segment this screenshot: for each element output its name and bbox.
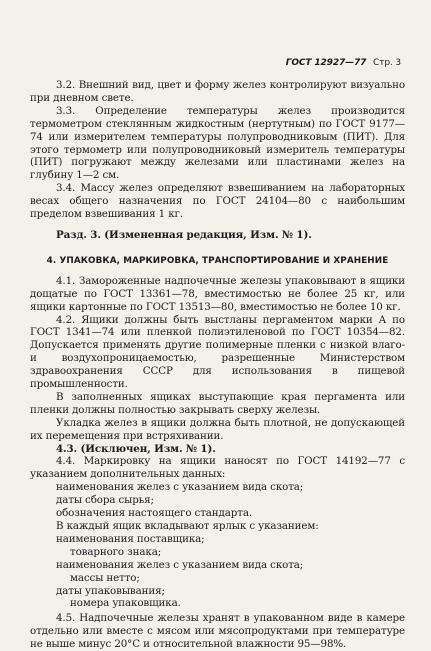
paragraph-3-4: 3.4. Массу желез определяют взвешиванием на лабораторных весах общего назначения по ГОСТ 24104—80 с наибольшим пределом взвешивания 1 кг.: [30, 182, 405, 221]
marking-list-item: обозначения настоящего стандарта.: [56, 507, 252, 520]
spacer: [30, 221, 405, 229]
label-list-item: номера упаковщика.: [70, 597, 181, 610]
label-list-item: наименования поставщика;: [56, 532, 205, 545]
label-list-item: наименования желез с указанием вида скота;: [56, 558, 304, 571]
paragraph-4-5: 4.5. Надпочечные железы хранят в упакованном виде в камере отдельно или вместе с мясом или мясопродуктами при температуре не выше минус 20°С и относительной влажности 95—98%.: [30, 612, 405, 651]
paragraph-4-4: 4.4. Маркировку на ящики наносят по ГОСТ 14192—77 с указанием дополнительных данных:: [30, 455, 405, 481]
page-header: [286, 57, 401, 70]
section-4-heading: 4. УПАКОВКА, МАРКИРОВКА, ТРАНСПОРТИРОВАНИЕ И ХРАНЕНИЕ: [46, 255, 389, 266]
label-list-item: даты упаковывания;: [56, 584, 165, 597]
page-number: Стр. 3: [373, 58, 401, 68]
standard-number: ГОСТ 12927—77: [285, 58, 367, 68]
paragraph-4-2: 4.2. Ящики должны быть выстланы пергаментом марки А по ГОСТ 1341—74 или пленкой полиэтиленовой по ГОСТ 10354—82. Допускается применять другие полимерные пленки с низкой влаго- и воздухопроницаемостью, разрешенные Министерством здравоохранения СССР для использования в пищевой промышленности.: [30, 313, 405, 391]
paragraph-4-2-edges: В заполненных ящиках выступающие края пергамента или пленки должны полностью закрывать сверху железы.: [30, 390, 405, 416]
page-content: [30, 79, 405, 651]
paragraph-4-3: 4.3. (Исключен, Изм. № 1).: [56, 442, 216, 455]
label-intro: В каждый ящик вкладывают ярлык с указанием:: [56, 520, 319, 532]
paragraph-4-2-packing: Укладка желез в ящики должна быть плотной, не допускающей их перемещения при встряхивании.: [30, 416, 405, 442]
label-list-item: массы нетто;: [70, 571, 140, 584]
label-list-item: товарного знака;: [70, 545, 162, 558]
paragraph-4-1: 4.1. Замороженные надпочечные железы упаковывают в ящики дощатые по ГОСТ 13361—78, вместимостью не более 25 кг, или ящики картонные по ГОСТ 13513—80, вместимостью не более 10 кг.: [30, 274, 405, 313]
marking-list-item: даты сбора сырья;: [56, 494, 154, 507]
paragraph-3-3: 3.3. Определение температуры желез производится термометром стеклянным жидкостным (нертутным) по ГОСТ 9177—74 или измерителем температуры полупроводниковым (ПИТ). Для этого термометр или полупроводниковый измеритель температуры (ПИТ) погружают между железами или пластинами желез на глубину 1—2 см.: [30, 104, 405, 182]
section-3-revision-note: Разд. 3. (Измененная редакция, Изм. № 1).: [56, 228, 312, 241]
paragraph-3-2: 3.2. Внешний вид, цвет и форму желез контролируют визуально при дневном свете.: [30, 79, 405, 104]
marking-list-item: наименования желез с указанием вида скота;: [56, 481, 304, 494]
